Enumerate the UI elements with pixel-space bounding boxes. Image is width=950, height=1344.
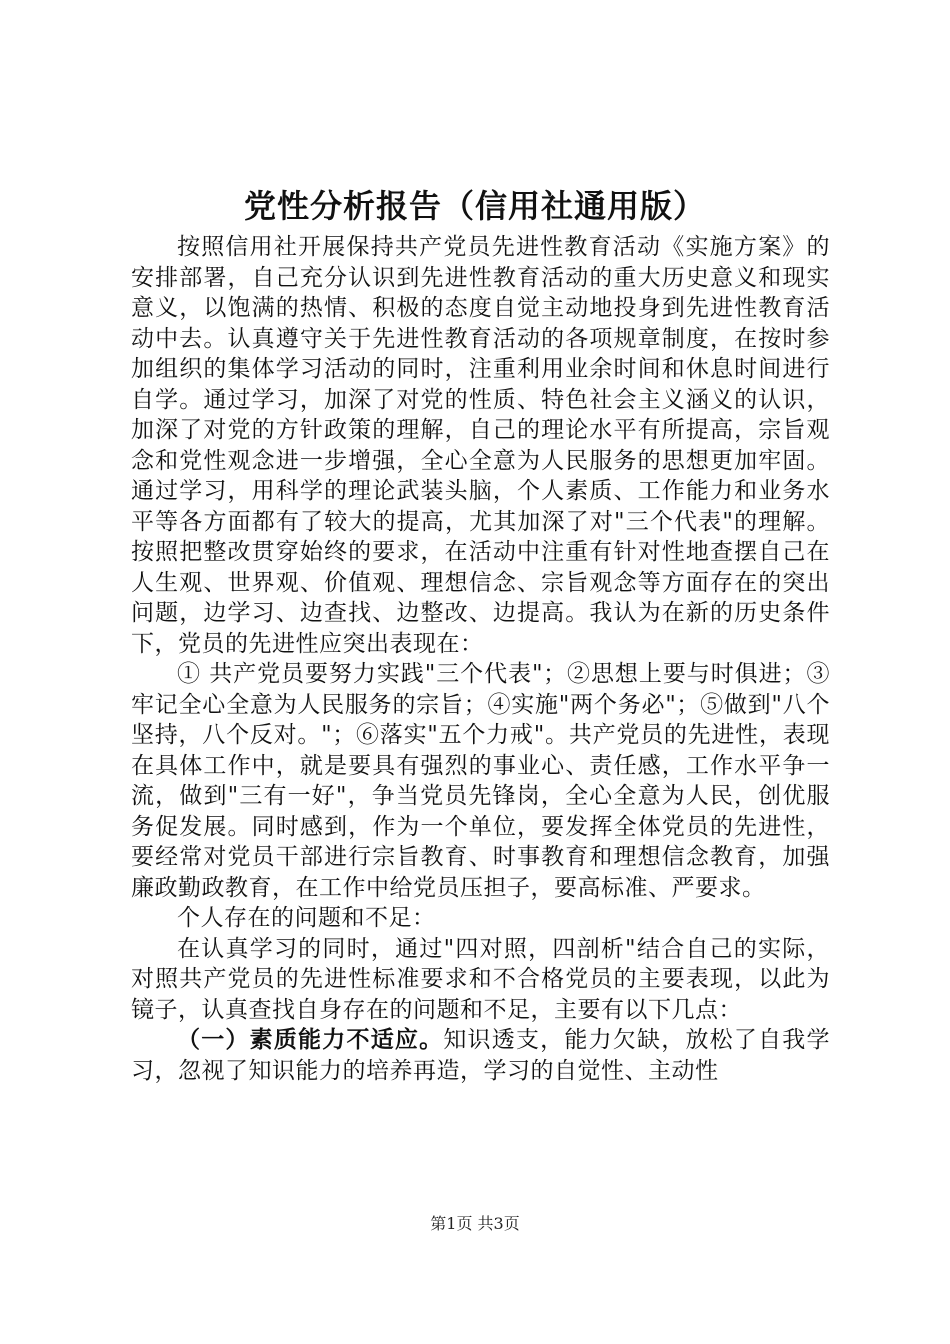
paragraph-section-one bbox=[131, 1025, 830, 1086]
section-one-heading: （一）素质能力不适应。 bbox=[177, 1027, 444, 1053]
paragraph-advanced-nature: ① 共产党员要努力实践"三个代表"；②思想上要与时俱进；③牢记全心全意为人民服务的宗旨；④实施"两个务必"；⑤做到"八个坚持，八个反对。"；⑥落实"五个力戒"。共产党员的先进性，表现在具体工作中，就是要具有强烈的事业心、责任感，工作水平争一流，做到"三有一好"，争当党员先锋岗，全心全意为人民，创优服务促发展。同时感到，作为一个单位，要发挥全体党员的先进性，要经常对党员干部进行宗旨教育、时事教育和理想信念教育，加强廉政勤政教育，在工作中给党员压担子，要高标准、严要求。 bbox=[131, 661, 830, 901]
section-one-text: 知识透支，能力欠缺，放松了自我学习，忽视了知识能力的培养再造，学习的自觉性、主动性 bbox=[131, 1027, 831, 1084]
paragraph-self-check: 在认真学习的同时，通过"四对照，四剖析"结合自己的实际，对照共产党员的先进性标准要求和不合格党员的主要表现，以此为镜子，认真查找自身存在的问题和不足，主要有以下几点： bbox=[131, 935, 830, 1023]
paragraph-problems-heading: 个人存在的问题和不足： bbox=[177, 905, 436, 931]
paragraph-intro: 按照信用社开展保持共产党员先进性教育活动《实施方案》的安排部署，自己充分认识到先进性教育活动的重大历史意义和现实意义，以饱满的热情、积极的态度自觉主动地投身到先进性教育活动中去。认真遵守关于先进性教育活动的各项规章制度，在按时参加组织的集体学习活动的同时，注重利用业余时间和休息时间进行自学。通过学习，加深了对党的性质、特色社会主义涵义的认识，加深了对党的方针政策的理解，自己的理论水平有所提高，宗旨观念和党性观念进一步增强，全心全意为人民服务的思想更加牢固。通过学习，用科学的理论武装头脑，个人素质、工作能力和业务水平等各方面都有了较大的提高，尤其加深了对"三个代表"的理解。按照把整改贯穿始终的要求，在活动中注重有针对性地查摆自己在人生观、世界观、价值观、理想信念、宗旨观念等方面存在的突出问题，边学习、边查找、边整改、边提高。我认为在新的历史条件下，党员的先进性应突出表现在： bbox=[131, 234, 830, 657]
document-title: 党性分析报告（信用社通用版） bbox=[243, 187, 706, 225]
document-body bbox=[131, 232, 830, 1086]
page-footer: 第1页 共3页 bbox=[430, 1214, 520, 1233]
